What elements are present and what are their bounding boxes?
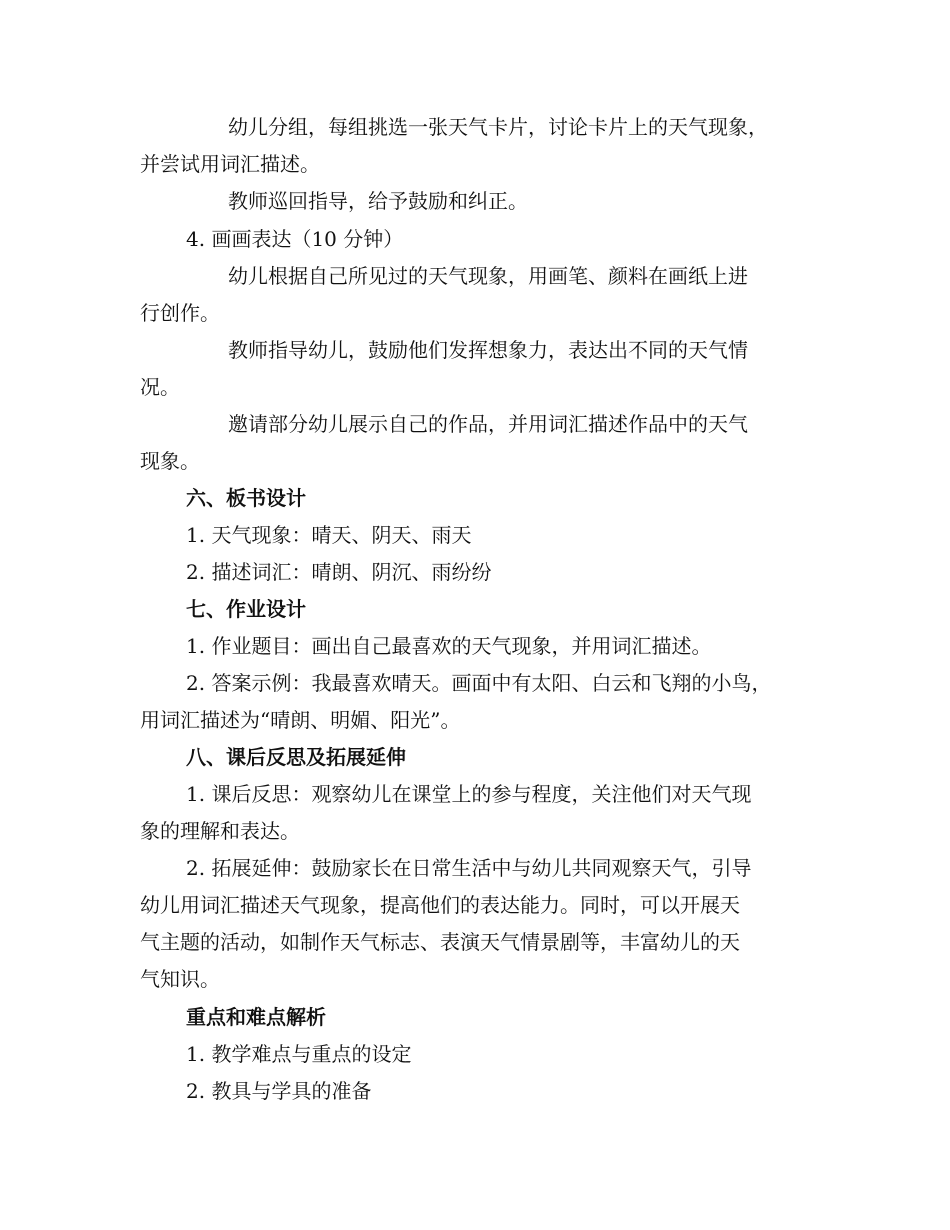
section-heading: 六、板书设计 — [186, 486, 306, 510]
list-item: 2. 拓展延伸：鼓励家长在日常生活中与幼儿共同观察天气，引导 — [186, 856, 752, 880]
list-item: 2. 答案示例：我最喜欢晴天。画面中有太阳、白云和飞翔的小鸟， — [186, 671, 772, 695]
list-item: 1. 教学难点与重点的设定 — [186, 1042, 412, 1066]
paragraph-line: 教师指导幼儿，鼓励他们发挥想象力，表达出不同的天气情 — [228, 338, 748, 362]
list-item: 1. 天气现象：晴天、阴天、雨天 — [186, 523, 472, 547]
list-item: 2. 描述词汇：晴朗、阴沉、雨纷纷 — [186, 560, 492, 584]
list-item: 1. 作业题目：画出自己最喜欢的天气现象，并用词汇描述。 — [186, 634, 712, 658]
section-heading: 重点和难点解析 — [186, 1005, 326, 1029]
paragraph-line: 气主题的活动，如制作天气标志、表演天气情景剧等，丰富幼儿的天 — [140, 930, 740, 954]
paragraph-line: 幼儿根据自己所见过的天气现象，用画笔、颜料在画纸上进 — [228, 264, 748, 288]
paragraph-line: 况。 — [140, 375, 180, 399]
paragraph-line: 幼儿分组，每组挑选一张天气卡片，讨论卡片上的天气现象， — [228, 115, 768, 139]
paragraph-line: 用词汇描述为“晴朗、明媚、阳光”。 — [140, 708, 461, 732]
paragraph-line: 象的理解和表达。 — [140, 819, 300, 843]
paragraph-line: 现象。 — [140, 449, 200, 473]
paragraph-line: 并尝试用词汇描述。 — [140, 152, 320, 176]
paragraph-line: 幼儿用词汇描述天气现象，提高他们的表达能力。同时，可以开展天 — [140, 893, 740, 917]
paragraph-line: 教师巡回指导，给予鼓励和纠正。 — [228, 189, 528, 213]
section-heading: 八、课后反思及拓展延伸 — [186, 745, 406, 769]
section-heading: 七、作业设计 — [186, 597, 306, 621]
list-item: 2. 教具与学具的准备 — [186, 1079, 372, 1103]
paragraph-line: 气知识。 — [140, 967, 220, 991]
list-item: 1. 课后反思：观察幼儿在课堂上的参与程度，关注他们对天气现 — [186, 782, 752, 806]
activity-heading: 4. 画画表达（10 分钟） — [186, 227, 404, 251]
paragraph-line: 行创作。 — [140, 301, 220, 325]
paragraph-line: 邀请部分幼儿展示自己的作品，并用词汇描述作品中的天气 — [228, 412, 748, 436]
